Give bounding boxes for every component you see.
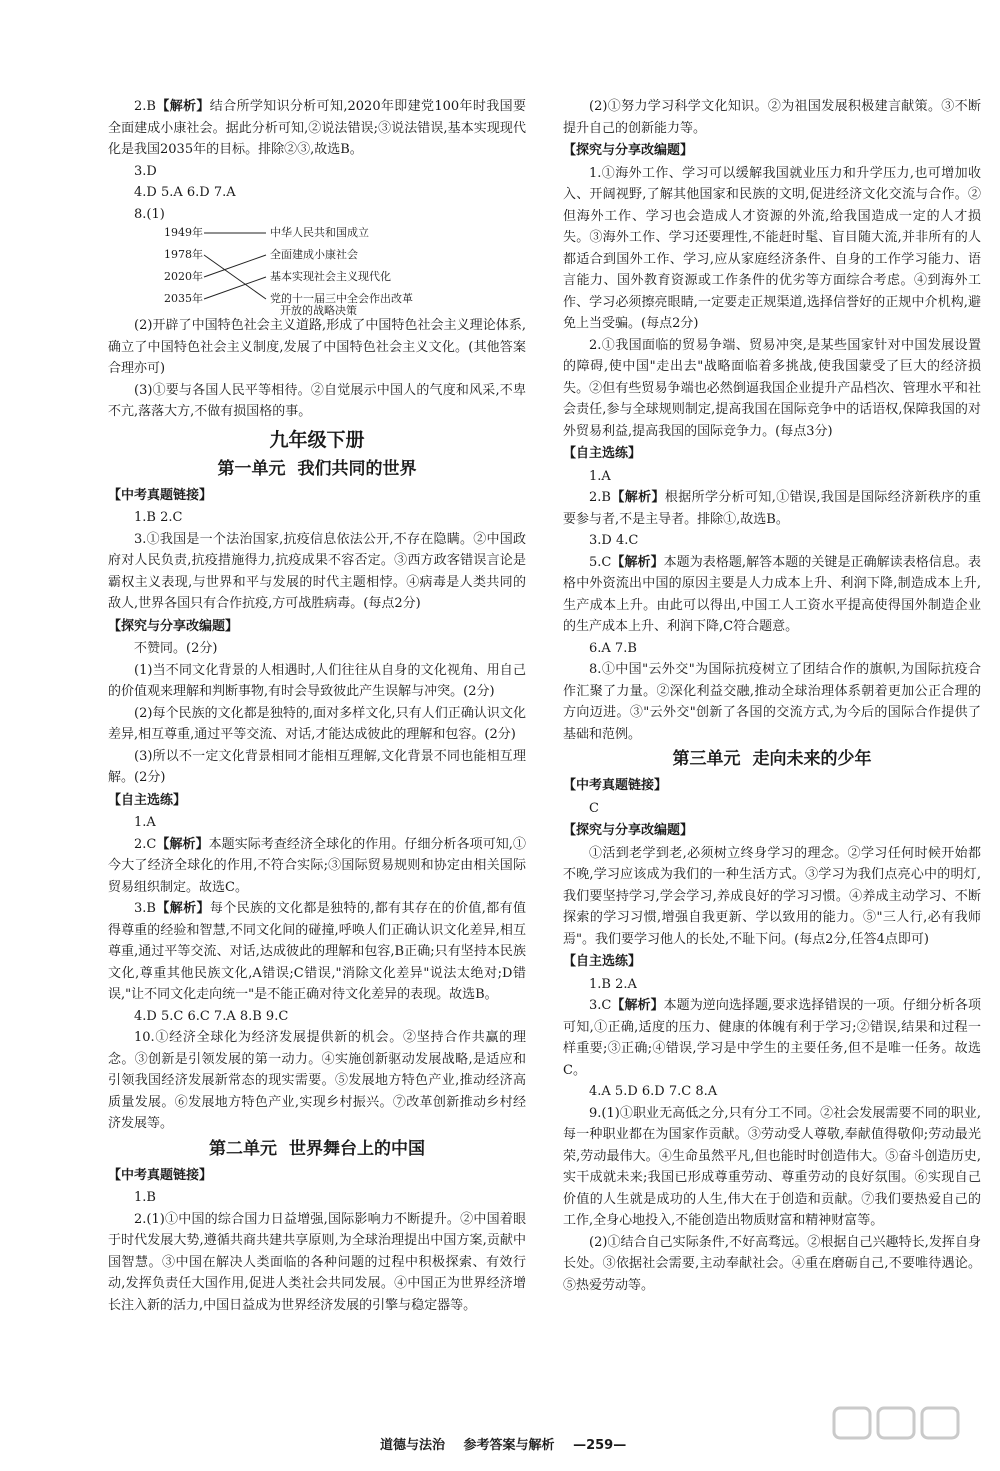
answer-text: 每个民族的文化都是独特的,都有其存在的价值,都有值得尊重的经验和智慧,不同文化间的碰撞,呼唤人们正确认识文化差异,相互尊重,通过平等交流、对话,达成彼此的理解和包容,B正确;只有坚持本民族文化,尊重其他民族文化,A错误;C错误,"消除文化差异"说法太绝对;D错误,"让不同文化走向统一"是不能正确对待文化差异的表现。故选B。 bbox=[108, 901, 526, 1002]
answer-paragraph bbox=[563, 1081, 981, 1103]
answer-text: 4.A 5.D 6.D 7.C 8.A bbox=[589, 1084, 718, 1099]
analysis-tag: 【解析】 bbox=[155, 901, 210, 916]
answer-text: 1.A bbox=[134, 815, 156, 830]
diagram-event: 全面建成小康社会 bbox=[270, 248, 358, 261]
answer-text: 10.①经济全球化为经济发展提供新的机会。②坚持合作共赢的理念。③创新是引领发展的第一动力。④实施创新驱动发展战略,是适应和引领我国经济发展新常态的现实需要。⑤发展地方特色产业,推动经济高质量发展。⑥发展地方特色产业,实现乡村振兴。⑦改革创新推动乡村经济发展等。 bbox=[108, 1030, 526, 1131]
answer-paragraph bbox=[563, 843, 981, 951]
answer-paragraph bbox=[563, 659, 981, 745]
analysis-tag: 【解析】 bbox=[611, 998, 664, 1013]
answer-text: 4.D 5.A 6.D 7.A bbox=[134, 185, 236, 200]
section-tag: 【自主选练】 bbox=[108, 792, 187, 808]
diagram-connector bbox=[204, 277, 266, 299]
answer-paragraph bbox=[108, 898, 526, 1006]
answer-paragraph bbox=[108, 182, 526, 204]
diagram-year: 1978年 bbox=[164, 248, 203, 261]
grade-heading: 九年级下册 bbox=[269, 428, 365, 451]
answer-text: (2)①努力学习科学文化知识。②为祖国发展积极建言献策。③不断提升自己的创新能力等。 bbox=[563, 99, 981, 136]
answer-number: 3.C bbox=[589, 998, 612, 1013]
answer-paragraph bbox=[108, 638, 526, 660]
footer-page-number: —259— bbox=[573, 1438, 627, 1453]
answer-text: C bbox=[589, 800, 599, 816]
section-tag: 【自主选练】 bbox=[563, 954, 642, 969]
diagram-connector bbox=[204, 255, 266, 277]
section-tag: 【中考真题链接】 bbox=[563, 778, 668, 793]
answer-paragraph bbox=[563, 163, 981, 335]
answer-text: 不赞同。(2分) bbox=[134, 641, 218, 656]
analysis-tag: 【解析】 bbox=[610, 490, 665, 505]
answer-text: 3.①我国是一个法治国家,抗疫信息依法公开,不存在隐瞒。②中国政府对人民负责,抗疫措施得力,抗疫成果不容否定。③西方政客错误言论是霸权主义表现,与世界和平与发展的时代主题相悖。④病毒是人类共同的敌人,世界各国只有合作抗疫,方可战胜病毒。(每点2分) bbox=[108, 531, 526, 611]
section-tag: 【探究与分享改编题】 bbox=[563, 143, 694, 158]
answer-number: 5.C bbox=[589, 554, 612, 570]
answer-number: 3.B bbox=[134, 901, 156, 916]
answer-text: (1)当不同文化背景的人相遇时,人们往往从自身的文化视角、用自己的价值观来理解和判断事物,有时会导致彼此产生误解与冲突。(2分) bbox=[108, 662, 526, 699]
answer-paragraph bbox=[563, 1103, 981, 1232]
section-tag: 【中考真题链接】 bbox=[108, 487, 213, 503]
answer-text: 4.D 5.C 6.C 7.A 8.B 9.C bbox=[134, 1008, 289, 1024]
analysis-tag: 【解析】 bbox=[156, 836, 209, 852]
section-tag: 【探究与分享改编题】 bbox=[108, 618, 239, 634]
answer-paragraph bbox=[563, 335, 981, 443]
analysis-tag: 【解析】 bbox=[611, 554, 664, 570]
answer-paragraph bbox=[108, 660, 526, 703]
answer-paragraph bbox=[108, 703, 526, 746]
answer-text: 结合所学知识分析可知,2020年即建党100年时我国要全面建成小康社会。据此分析可知,②说法错误;③说法错误,基本实现现代化是我国2035年的目标。排除②③,故选B。 bbox=[108, 99, 526, 157]
answer-paragraph bbox=[108, 507, 526, 529]
answer-text: 本题为逆向选择题,要求选择错误的一项。仔细分析各项可知,①正确,适度的压力、健康的体魄有利于学习;②错误,结果和过程一样重要;③正确;④错误,学习是中学生的主要任务,但不是唯一任务。故选C。 bbox=[563, 998, 981, 1078]
section-tag: 【探究与分享改编题】 bbox=[563, 823, 694, 838]
timeline-matching-diagram bbox=[108, 226, 526, 317]
diagram-year: 2020年 bbox=[164, 270, 203, 283]
answer-text: (2)①结合自己实际条件,不好高骛远。②根据自己兴趣特长,发挥自身长处。③依据社会需要,主动奉献社会。④重在磨砺自己,不要唯待遇论。⑤热爱劳动等。 bbox=[563, 1234, 981, 1293]
page-footer bbox=[380, 1434, 740, 1453]
answer-text: 9.(1)①职业无高低之分,只有分工不同。②社会发展需要不同的职业,每一种职业都在为国家作贡献。③劳动受人尊敬,奉献值得敬仰;劳动最光荣,劳动最伟大。④生命虽然平凡,但也能时时创造伟大。⑤奋斗创造历史,实干成就未来;我国已形成尊重劳动、尊重劳动的良好氛围。⑥实现自己价值的人生就是成功的人生,伟大在于创造和贡献。⑦我们要热爱自己的工作,全身心地投入,不能创造出物质财富和精神财富等。 bbox=[563, 1105, 981, 1228]
answer-text: (2)开辟了中国特色社会主义道路,形成了中国特色社会主义理论体系,确立了中国特色社会主义制度,发展了中国特色社会主义文化。(其他答案合理亦可) bbox=[108, 318, 526, 376]
answer-paragraph bbox=[108, 161, 526, 183]
answer-text: 3.D 4.C bbox=[589, 533, 639, 548]
answer-paragraph bbox=[108, 96, 526, 161]
unit-heading: 第一单元 我们共同的世界 bbox=[217, 458, 417, 479]
diagram-year: 1949年 bbox=[164, 226, 203, 239]
diagram-connector-lines bbox=[108, 227, 526, 313]
answer-number: 2.C bbox=[134, 836, 157, 852]
answer-paragraph bbox=[563, 995, 981, 1081]
answer-text: 1.B 2.A bbox=[589, 976, 637, 992]
answer-paragraph bbox=[563, 466, 981, 488]
answer-text: 2.①我国面临的贸易争端、贸易冲突,是某些国家针对中国发展设置的障碍,使中国"走出去"战略面临着多挑战,使我国蒙受了巨大的经济损失。②但有些贸易争端也必然倒逼我国企业提升产品档次、管理水平和社会责任,参与全球规则制定,提高我国在国际竞争中的话语权,保障我国的对外贸易利益,提高我国的国际竞争力。(每点3分) bbox=[563, 337, 981, 439]
answer-text: ①活到老学到老,必须树立终身学习的理念。②学习任何时候开始都不晚,学习应该成为我们的一种生活方式。③学习为我们点亮心中的明灯,我们要坚持学习,学会学习,养成良好的学习习惯。④养成主动学习、不断探索的学习习惯,增强自我更新、学以致用的能力。⑤"三人行,必有我师焉"。我们要学习他人的长处,不耻下问。(每点2分,任答4点即可) bbox=[563, 845, 981, 947]
diagram-connector bbox=[204, 255, 266, 299]
answer-paragraph bbox=[563, 530, 981, 552]
diagram-event: 党的十一届三中全会作出改革 bbox=[270, 292, 413, 305]
answer-paragraph bbox=[563, 638, 981, 660]
footer-section: 参考答案与解析 bbox=[463, 1438, 555, 1453]
answer-text: (2)每个民族的文化都是独特的,面对多样文化,只有人们正确认识文化差异,相互尊重,通过平等交流、对话,才能达成彼此的理解和包容。(2分) bbox=[108, 705, 526, 742]
diagram-event: 中华人民共和国成立 bbox=[270, 226, 369, 239]
unit-heading: 第二单元 世界舞台上的中国 bbox=[209, 1138, 425, 1159]
answer-number: 2.B bbox=[589, 490, 611, 505]
answer-paragraph bbox=[108, 1209, 526, 1317]
answer-paragraph bbox=[108, 812, 526, 834]
unit-heading: 第三单元 走向未来的少年 bbox=[672, 749, 872, 769]
answer-paragraph bbox=[108, 834, 526, 899]
answer-text: 1.A bbox=[589, 468, 611, 484]
answer-paragraph bbox=[108, 204, 526, 226]
answer-paragraph bbox=[563, 798, 981, 820]
answer-text: 8.①中国"云外交"为国际抗疫树立了团结合作的旗帜,为国际抗疫合作汇聚了力量。②深化利益交融,推动全球治理体系朝着更加公正合理的方向迈进。③"云外交"创新了各国的交流方式,为今后的国际合作提供了基础和范例。 bbox=[563, 662, 981, 742]
answer-paragraph bbox=[108, 1187, 526, 1209]
answer-paragraph bbox=[108, 529, 526, 615]
answer-paragraph bbox=[108, 380, 526, 423]
watermark-logo bbox=[826, 1400, 986, 1460]
answer-text: 根据所学分析可知,①错误,我国是国际经济新秩序的重要参与者,不是主导者。排除①,故选B。 bbox=[563, 490, 981, 527]
answer-paragraph bbox=[563, 487, 981, 530]
answer-paragraph bbox=[108, 315, 526, 380]
answer-text: 1.B bbox=[134, 1190, 156, 1205]
diagram-year: 2035年 bbox=[164, 292, 203, 305]
answer-paragraph bbox=[108, 746, 526, 789]
answer-paragraph bbox=[563, 552, 981, 638]
section-tag: 【自主选练】 bbox=[563, 446, 642, 461]
answer-text: 1.B 2.C bbox=[134, 510, 183, 525]
left-column bbox=[108, 96, 526, 1316]
answer-paragraph bbox=[108, 1027, 526, 1135]
right-column bbox=[563, 96, 981, 1296]
answer-text: (3)①要与各国人民平等相待。②自觉展示中国人的气度和风采,不卑不亢,落落大方,不做有损国格的事。 bbox=[108, 382, 526, 419]
footer-subject: 道德与法治 bbox=[380, 1438, 446, 1453]
diagram-event: 基本实现社会主义现代化 bbox=[270, 270, 391, 283]
answer-text: 3.D bbox=[134, 163, 157, 179]
answer-text: 2.(1)①中国的综合国力日益增强,国际影响力不断提升。②中国着眼于时代发展大势,遵循共商共建共享原则,为全球治理提出中国方案,贡献中国智慧。③中国在解决人类面临的各种问题的过程中积极探索、有效行动,发挥负责任大国作用,促进人类社会共同发展。④中国正为世界经济增长注入新的活力,中国日益成为世界经济发展的引擎与稳定器等。 bbox=[108, 1211, 526, 1313]
section-tag: 【中考真题链接】 bbox=[108, 1167, 213, 1183]
answer-paragraph bbox=[563, 96, 981, 139]
answer-text: 本题为表格题,解答本题的关键是正确解读表格信息。表格中外资流出中国的原因主要是人力成本上升、利润下降,制造成本上升,生产成本上升。由此可以得出,中国工人工资水平提高使得国外制造企业的生产成本上升、利润下降,C符合题意。 bbox=[563, 554, 981, 634]
answer-text: 6.A 7.B bbox=[589, 640, 637, 656]
answer-number: 2.B bbox=[134, 99, 156, 114]
answer-text: 本题实际考查经济全球化的作用。仔细分析各项可知,①今大了经济全球化的作用,不符合实际;③国际贸易规则和协定由相关国际贸易组织制定。故选C。 bbox=[108, 836, 526, 895]
answer-text: 1.①海外工作、学习可以缓解我国就业压力和升学压力,也可增加收入、开阔视野,了解其他国家和民族的文明,促进经济文化交流与合作。②但海外工作、学习也会造成人才资源的外流,给我国造成一定的人才损失。③海外工作、学习还要理性,不能赶时髦、盲目随大流,并非所有的人都适合到国外工作、学习,应从家庭经济条件、自身的工作学习能力、语言能力、国外教育资源或工作条件的优劣等方面综合考虑。④到海外工作、学习必须擦亮眼睛,一定要走正规渠道,选择信誉好的正规中介机构,避免上当受骗。(每点2分) bbox=[563, 165, 981, 331]
answer-paragraph bbox=[563, 974, 981, 996]
answer-text: (3)所以不一定文化背景相同才能相互理解,文化背景不同也能相互理解。(2分) bbox=[108, 748, 526, 785]
answer-paragraph bbox=[563, 1232, 981, 1297]
answer-text: 8.(1) bbox=[134, 206, 165, 222]
diagram-event: 开放的战略决策 bbox=[280, 304, 357, 317]
analysis-tag: 【解析】 bbox=[155, 99, 210, 114]
answer-paragraph bbox=[108, 1006, 526, 1028]
